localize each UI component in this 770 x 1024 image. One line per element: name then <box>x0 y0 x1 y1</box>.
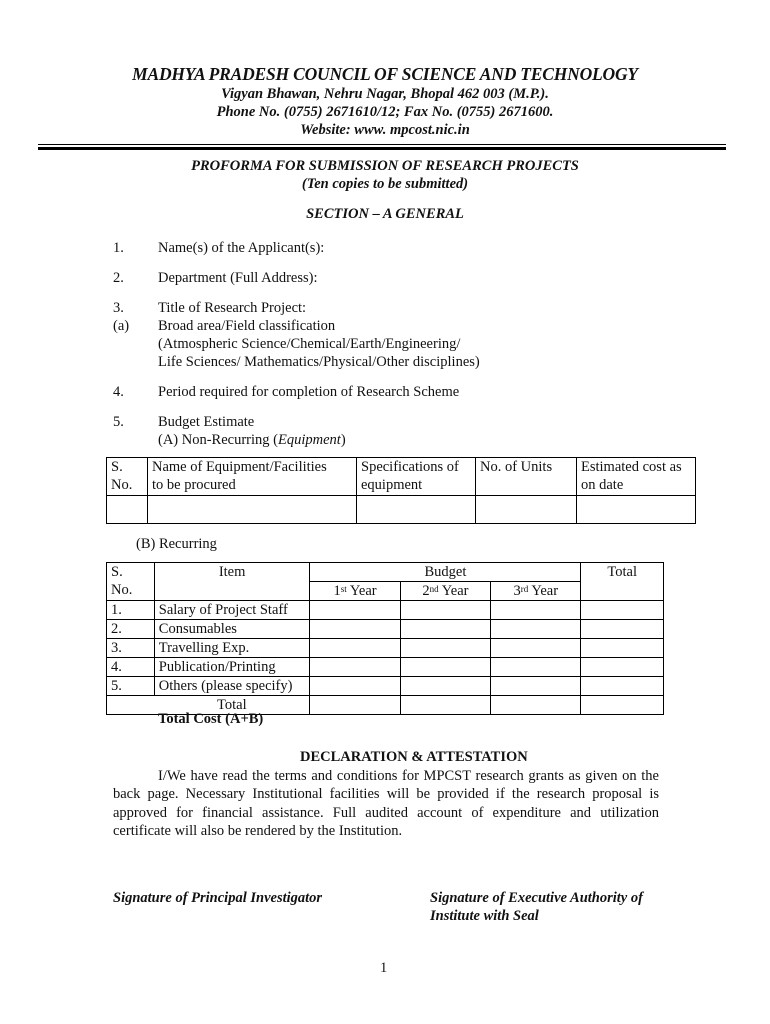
recurring-label: (B) Recurring <box>136 536 217 552</box>
row-item: Travelling Exp. <box>154 639 310 658</box>
non-recurring-prefix: (A) Non-Recurring ( <box>158 432 278 448</box>
phone-fax-line: Phone No. (0755) 2671610/12; Fax No. (0755) 2671600. <box>216 104 554 120</box>
table-cell[interactable] <box>357 496 476 524</box>
item-text: Broad area/Field classification <box>158 318 336 334</box>
item-text: Title of Research Project: <box>158 300 307 316</box>
table-cell[interactable] <box>491 696 581 715</box>
table-cell[interactable] <box>310 639 400 658</box>
year-1-num: 1 <box>333 583 341 599</box>
item-number: 1. <box>113 240 124 256</box>
table-cell[interactable] <box>491 620 581 639</box>
signature-principal-investigator: Signature of Principal Investigator <box>113 890 323 906</box>
row-item: Others (please specify) <box>154 677 310 696</box>
table-row <box>107 496 696 524</box>
table-row <box>107 677 664 696</box>
table-cell[interactable] <box>491 639 581 658</box>
recurring-table <box>106 562 664 715</box>
table-cell[interactable] <box>310 658 400 677</box>
year-3-sup: rd <box>520 584 529 594</box>
table-row <box>107 658 664 677</box>
row-number: 5. <box>107 677 155 696</box>
item-number: 4. <box>113 384 124 400</box>
website-line: Website: www. mpcost.nic.in <box>300 122 470 138</box>
table-cell[interactable] <box>581 677 664 696</box>
equipment-header-units: No. of Units <box>476 458 577 496</box>
item-number: 3. <box>113 300 124 316</box>
table-cell[interactable] <box>476 496 577 524</box>
table-cell[interactable] <box>581 601 664 620</box>
equipment-header-cost: Estimated cost as on date <box>577 458 696 496</box>
year-3-header <box>491 582 581 601</box>
row-item: Publication/Printing <box>154 658 310 677</box>
row-number: 2. <box>107 620 155 639</box>
table-row <box>107 639 664 658</box>
equipment-header-sno: S. No. <box>107 458 148 496</box>
item-number: 2. <box>113 270 124 286</box>
table-cell[interactable] <box>107 496 148 524</box>
equipment-table <box>106 457 696 524</box>
table-cell[interactable] <box>491 677 581 696</box>
total-row-label: Total <box>154 696 310 715</box>
item-text: Name(s) of the Applicant(s): <box>158 240 325 256</box>
table-cell[interactable] <box>491 658 581 677</box>
year-word: Year <box>438 583 469 599</box>
item-text: Budget Estimate <box>158 414 255 430</box>
table-row <box>107 601 664 620</box>
page-number: 1 <box>380 960 388 976</box>
table-cell[interactable] <box>310 696 400 715</box>
non-recurring-label <box>158 432 346 449</box>
section-a-heading: SECTION – A GENERAL <box>306 206 464 222</box>
year-2-num: 2 <box>422 583 430 599</box>
row-number: 1. <box>107 601 155 620</box>
signature-authority-line2: Institute with Seal <box>430 908 539 924</box>
table-cell[interactable] <box>400 696 490 715</box>
declaration-text: I/We have read the terms and conditions for MPCST research grants as given on the back page. Necessary Institutional facilities will be provided if the research proposal is approved for financial assistance. Full audited account of expenditure and utilization certificate will also be rendered by the Institution. <box>113 768 659 840</box>
year-word: Year <box>346 583 377 599</box>
row-item: Consumables <box>154 620 310 639</box>
sno-label: S. <box>111 564 123 580</box>
row-item: Salary of Project Staff <box>154 601 310 620</box>
item-text: Life Sciences/ Mathematics/Physical/Other disciplines) <box>158 354 480 370</box>
item-number: 5. <box>113 414 124 430</box>
non-recurring-italic: Equipment <box>278 432 341 448</box>
item-text: Department (Full Address): <box>158 270 318 286</box>
recurring-header-item: Item <box>154 563 310 601</box>
equipment-header-name: Name of Equipment/Facilities to be procured <box>148 458 357 496</box>
table-cell[interactable] <box>400 620 490 639</box>
total-cost-label: Total Cost (A+B) <box>158 711 264 727</box>
header-rule-thick <box>38 147 726 150</box>
table-cell[interactable] <box>310 601 400 620</box>
year-2-sup: nd <box>429 584 439 594</box>
sno-label-2: No. <box>111 582 133 598</box>
table-cell[interactable] <box>581 658 664 677</box>
header-rule-thin <box>38 144 726 145</box>
item-number: (a) <box>113 318 130 334</box>
table-cell[interactable] <box>491 601 581 620</box>
proforma-subtitle: (Ten copies to be submitted) <box>301 176 469 192</box>
table-cell[interactable] <box>400 639 490 658</box>
item-text: Period required for completion of Research Scheme <box>158 384 460 400</box>
equipment-header-spec: Specifications of equipment <box>357 458 476 496</box>
signature-authority-line1: Signature of Executive Authority of <box>430 890 643 906</box>
organization-name: MADHYA PRADESH COUNCIL OF SCIENCE AND TECHNOLOGY <box>132 64 638 84</box>
table-cell[interactable] <box>310 677 400 696</box>
table-row <box>107 620 664 639</box>
table-cell[interactable] <box>400 601 490 620</box>
year-1-sup: st <box>340 584 347 594</box>
year-word: Year <box>528 583 559 599</box>
table-cell <box>107 696 155 715</box>
table-cell[interactable] <box>577 496 696 524</box>
row-number: 4. <box>107 658 155 677</box>
table-cell[interactable] <box>400 658 490 677</box>
year-1-header <box>310 582 400 601</box>
recurring-header-sno <box>107 563 155 601</box>
address-line: Vigyan Bhawan, Nehru Nagar, Bhopal 462 003 (M.P.). <box>221 86 549 102</box>
recurring-header-total: Total <box>581 563 664 601</box>
proforma-title: PROFORMA FOR SUBMISSION OF RESEARCH PROJECTS <box>191 158 579 174</box>
recurring-header-budget: Budget <box>310 563 581 582</box>
table-cell[interactable] <box>310 620 400 639</box>
year-3-num: 3 <box>513 583 521 599</box>
declaration-heading: DECLARATION & ATTESTATION <box>300 749 528 765</box>
table-cell[interactable] <box>400 677 490 696</box>
declaration-body <box>113 767 659 841</box>
table-cell[interactable] <box>581 639 664 658</box>
year-2-header <box>400 582 490 601</box>
row-number: 3. <box>107 639 155 658</box>
table-cell[interactable] <box>581 696 664 715</box>
non-recurring-suffix: ) <box>340 432 346 448</box>
table-cell[interactable] <box>148 496 357 524</box>
item-text: (Atmospheric Science/Chemical/Earth/Engineering/ <box>158 336 461 352</box>
table-cell[interactable] <box>581 620 664 639</box>
